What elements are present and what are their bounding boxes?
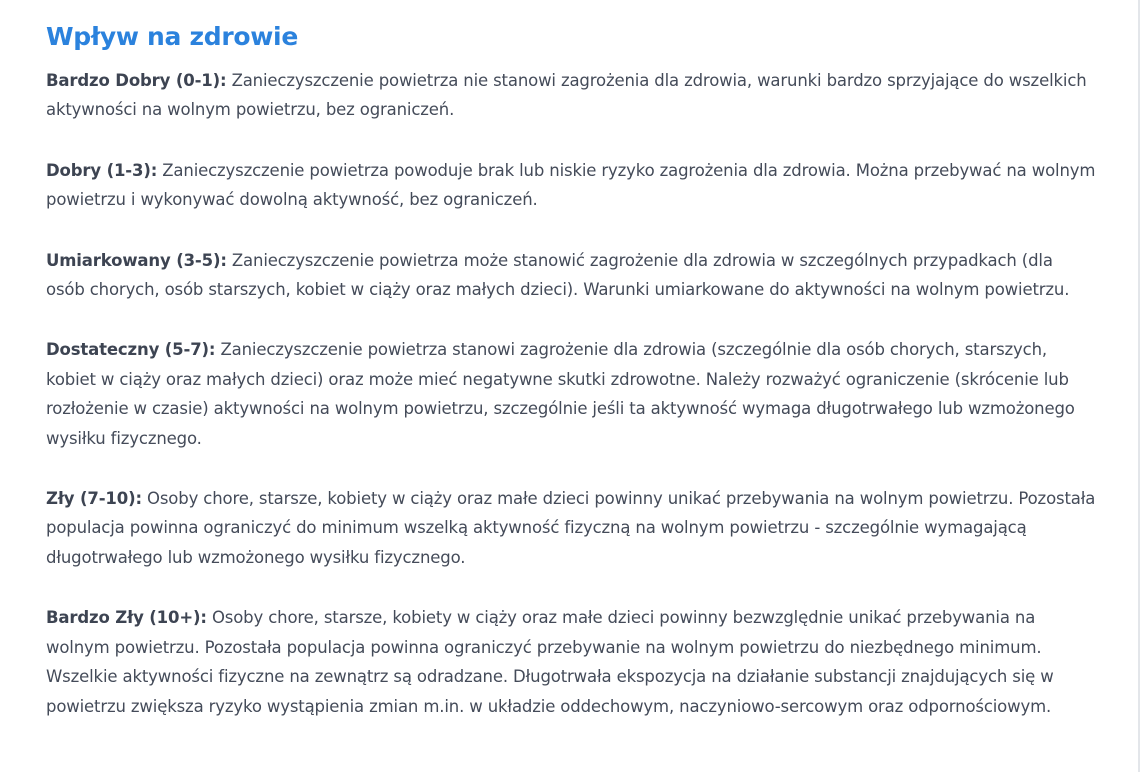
level-moderate (46, 246, 1096, 305)
level-label: Zły (7-10): (46, 489, 142, 509)
level-label: Dostateczny (5-7): (46, 340, 216, 360)
level-good (46, 156, 1096, 215)
section-title: Wpływ na zdrowie (46, 22, 298, 51)
health-impact-section (46, 20, 1096, 721)
level-label: Dobry (1-3): (46, 160, 158, 180)
level-description: Osoby chore, starsze, kobiety w ciąży oraz małe dzieci powinny unikać przebywania na wolnym powietrzu. Pozostała populacja powinna ograniczyć do minimum wszelką aktywność fizyczną na wolnym powietrzu - szczególnie wymagającą długotrwałego lub wzmożonego wysiłku fizycznego. (46, 489, 1096, 567)
level-sufficient (46, 335, 1096, 453)
level-description: Zanieczyszczenie powietrza może stanowić zagrożenie dla zdrowia w szczególnych przypadkach (dla osób chorych, osób starszych, kobiet w ciąży oraz małych dzieci). Warunki umiarkowane do aktywności na wolnym powietrzu. (46, 250, 1070, 300)
level-very-good (46, 66, 1096, 125)
level-very-bad (46, 603, 1096, 721)
level-description: Osoby chore, starsze, kobiety w ciąży oraz małe dzieci powinny bezwzględnie unikać przebywania na wolnym powietrzu. Pozostała populacja powinna ograniczyć przebywanie na wolnym powietrzu do niezbędnego minimum. Wszelkie aktywności fizyczne na zewnątrz są odradzane. Długotrwała ekspozycja na działanie substancji znajdujących się w powietrzu zwiększa ryzyko wystąpienia zmian m.in. w układzie oddechowym, naczyniowo-sercowym oraz odpornościowym. (46, 608, 1054, 716)
level-bad (46, 484, 1096, 572)
level-description: Zanieczyszczenie powietrza powoduje brak lub niskie ryzyko zagrożenia dla zdrowia. Można przebywać na wolnym powietrzu i wykonywać dowolną aktywność, bez ograniczeń. (46, 160, 1096, 210)
level-label: Umiarkowany (3-5): (46, 250, 227, 270)
level-label: Bardzo Dobry (0-1): (46, 71, 227, 90)
level-label: Bardzo Zły (10+): (46, 608, 207, 628)
level-description: Zanieczyszczenie powietrza nie stanowi zagrożenia dla zdrowia, warunki bardzo sprzyjające do wszelkich aktywności na wolnym powietrzu, bez ograniczeń. (46, 71, 1087, 120)
level-description: Zanieczyszczenie powietrza stanowi zagrożenie dla zdrowia (szczególnie dla osób chorych, starszych, kobiet w ciąży oraz małych dzieci) oraz może mieć negatywne skutki zdrowotne. Należy rozważyć ograniczenie (skrócenie lub rozłożenie w czasie) aktywności na wolnym powietrzu, szczególnie jeśli ta aktywność wymaga długotrwałego lub wzmożonego wysiłku fizycznego. (46, 340, 1075, 448)
